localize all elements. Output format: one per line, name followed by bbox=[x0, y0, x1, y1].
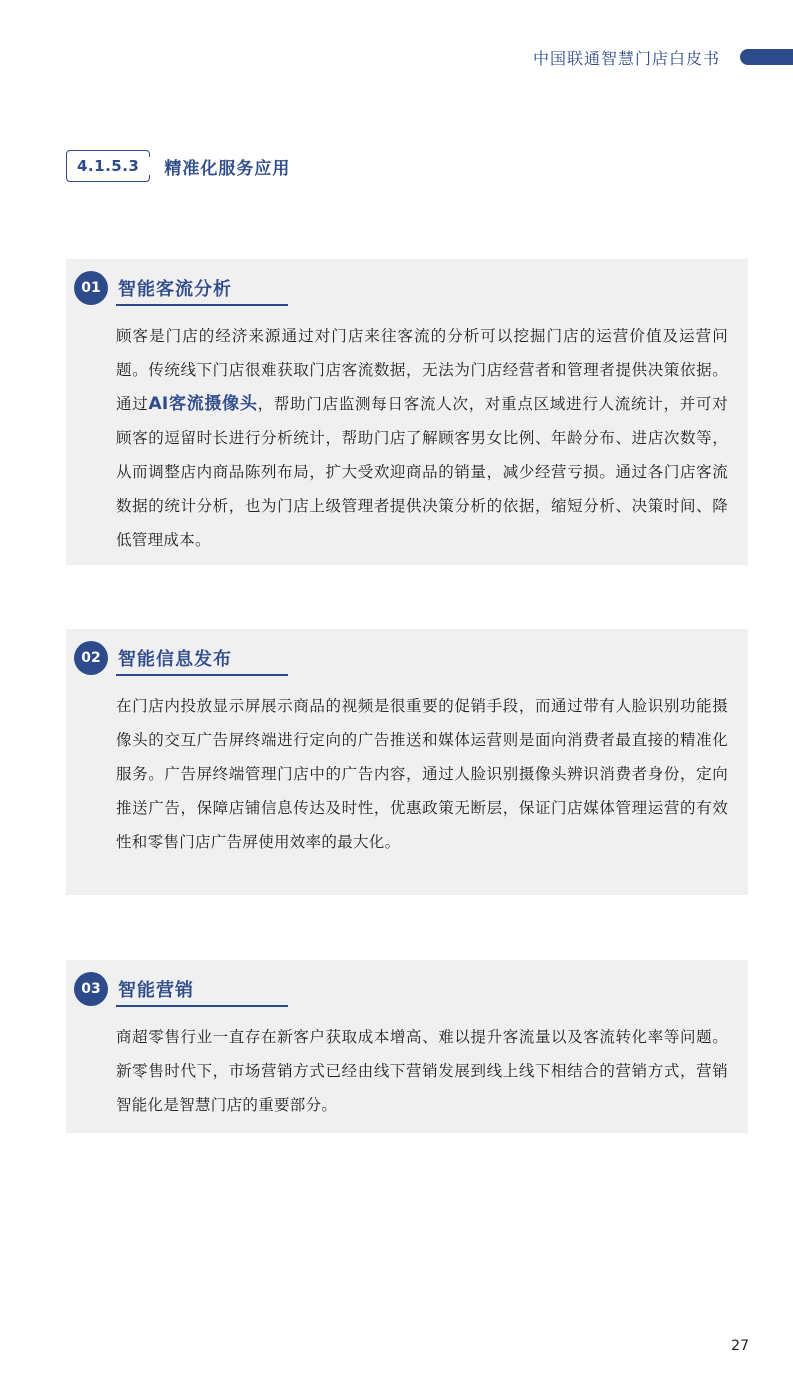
card-customer-flow bbox=[66, 259, 748, 565]
card-body bbox=[116, 319, 728, 557]
card-body-text: 顾客是门店的经济来源通过对门店来往客流的分析可以挖掘门店的运营价值及运营问题。传统线下门店很难获取门店客流数据，无法为门店经营者和管理者提供决策依据。通过 bbox=[116, 327, 728, 413]
card-head bbox=[74, 972, 194, 1006]
page-number: 27 bbox=[731, 1338, 749, 1354]
section-heading bbox=[66, 148, 290, 184]
card-info-publishing bbox=[66, 629, 748, 895]
card-badge: 03 bbox=[74, 972, 108, 1006]
section-number: 4.1.5.3 bbox=[66, 150, 150, 182]
card-body-highlight: AI客流摄像头 bbox=[148, 394, 258, 414]
header-title: 中国联通智慧门店白皮书 bbox=[532, 49, 720, 68]
card-underline bbox=[116, 304, 288, 306]
card-body: 商超零售行业一直存在新客户获取成本增高、难以提升客流量以及客流转化率等问题。新零售时代下，市场营销方式已经由线下营销发展到线上线下相结合的营销方式，营销智能化是智慧门店的重要部分。 bbox=[116, 1028, 728, 1114]
card-badge: 02 bbox=[74, 641, 108, 675]
card-body-text: ，帮助门店监测每日客流人次，对重点区域进行人流统计，并可对顾客的逗留时长进行分析统计，帮助门店了解顾客男女比例、年龄分布、进店次数等，从而调整店内商品陈列布局，扩大受欢迎商品的销量，减少经营亏损。通过各门店客流数据的统计分析，也为门店上级管理者提供决策分析的依据，缩短分析、决策时间、降低管理成本。 bbox=[116, 395, 728, 549]
card-smart-marketing bbox=[66, 960, 748, 1133]
card-head bbox=[74, 271, 232, 305]
header-accent-bar bbox=[740, 49, 793, 65]
card-head bbox=[74, 641, 232, 675]
card-body: 在门店内投放显示屏展示商品的视频是很重要的促销手段，而通过带有人脸识别功能摄像头的交互广告屏终端进行定向的广告推送和媒体运营则是面向消费者最直接的精准化服务。广告屏终端管理门店中的广告内容，通过人脸识别摄像头辨识消费者身份，定向推送广告，保障店铺信息传达及时性，优惠政策无断层，保证门店媒体管理运营的有效性和零售门店广告屏使用效率的最大化。 bbox=[116, 697, 728, 851]
card-title: 智能客流分析 bbox=[118, 279, 232, 300]
card-title: 智能营销 bbox=[118, 980, 194, 1001]
card-title: 智能信息发布 bbox=[118, 649, 232, 670]
card-underline bbox=[116, 674, 288, 676]
card-badge: 01 bbox=[74, 271, 108, 305]
card-underline bbox=[116, 1005, 288, 1007]
section-title: 精准化服务应用 bbox=[164, 158, 291, 179]
